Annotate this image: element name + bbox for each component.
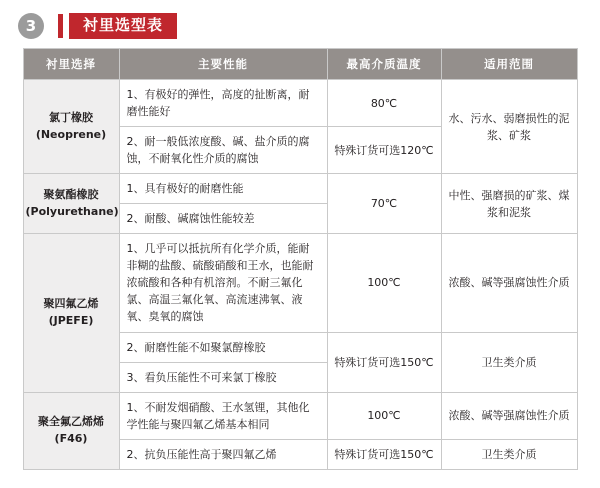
table-row bbox=[23, 392, 577, 439]
scope-cell: 浓酸、碱等强腐蚀性介质 bbox=[441, 392, 577, 439]
page-header bbox=[0, 0, 600, 42]
table-row bbox=[23, 234, 577, 332]
temperature-cell: 80℃ bbox=[327, 80, 441, 127]
performance-cell: 1、几乎可以抵抗所有化学介质，能耐非糊的盐酸、硫酸硝酸和王水，也能耐浓硫酸和各种有机溶剂。不耐三氟化氯、高温三氟化氧、高流速沸氧、液氧、臭氧的腐蚀 bbox=[119, 234, 327, 332]
temperature-cell: 100℃ bbox=[327, 392, 441, 439]
table-row bbox=[23, 80, 577, 127]
scope-cell: 水、污水、弱磨损性的泥浆、矿浆 bbox=[441, 80, 577, 174]
performance-cell: 2、耐一般低浓度酸、碱、盐介质的腐蚀，不耐氧化性介质的腐蚀 bbox=[119, 127, 327, 174]
lining-name-en: (Polyurethane) bbox=[25, 204, 119, 218]
scope-cell: 卫生类介质 bbox=[441, 439, 577, 469]
performance-cell: 2、耐磨性能不如聚氯醇橡胶 bbox=[119, 332, 327, 362]
lining-name-en: (Neoprene) bbox=[35, 127, 107, 141]
title-accent-bar bbox=[58, 14, 63, 38]
lining-name-cell bbox=[23, 392, 119, 469]
lining-name-cn: 聚氨酯橡胶 bbox=[43, 188, 99, 202]
lining-name-cell bbox=[23, 174, 119, 234]
lining-name-en: (F46) bbox=[54, 431, 88, 445]
scope-cell: 中性、强磨损的矿浆、煤浆和泥浆 bbox=[441, 174, 577, 234]
lining-name-cn: 聚四氟乙烯 bbox=[43, 297, 99, 311]
temperature-cell: 特殊订货可选120℃ bbox=[327, 127, 441, 174]
table-row bbox=[23, 174, 577, 204]
lining-name-cn: 氯丁橡胶 bbox=[49, 111, 93, 125]
performance-cell: 2、耐酸、碱腐蚀性能较差 bbox=[119, 204, 327, 234]
lining-name-cell bbox=[23, 234, 119, 392]
column-header-performance: 主要性能 bbox=[119, 49, 327, 80]
page-title bbox=[58, 13, 177, 39]
performance-cell: 1、有极好的弹性，高度的扯断离，耐磨性能好 bbox=[119, 80, 327, 127]
temperature-cell: 特殊订货可选150℃ bbox=[327, 332, 441, 392]
lining-name-cn: 聚全氟乙烯烯 bbox=[38, 415, 104, 429]
lining-selection-table bbox=[23, 48, 578, 470]
performance-cell: 1、具有极好的耐磨性能 bbox=[119, 174, 327, 204]
temperature-cell: 70℃ bbox=[327, 174, 441, 234]
scope-cell: 卫生类介质 bbox=[441, 332, 577, 392]
column-header-scope: 适用范围 bbox=[441, 49, 577, 80]
lining-name-cell bbox=[23, 80, 119, 174]
section-number-badge: 3 bbox=[18, 13, 44, 39]
performance-cell: 3、看负压能性不可来氯丁橡胶 bbox=[119, 362, 327, 392]
temperature-cell: 特殊订货可选150℃ bbox=[327, 439, 441, 469]
column-header-max-temp: 最高介质温度 bbox=[327, 49, 441, 80]
lining-name-en: (JPEFE) bbox=[48, 313, 94, 327]
table-header-row bbox=[23, 49, 577, 80]
performance-cell: 2、抗负压能性高于聚四氟乙烯 bbox=[119, 439, 327, 469]
temperature-cell: 100℃ bbox=[327, 234, 441, 332]
page-title-label: 衬里选型表 bbox=[69, 13, 177, 39]
performance-cell: 1、不耐发烟硝酸、王水氢锂，其他化学性能与聚四氟乙烯基本相同 bbox=[119, 392, 327, 439]
scope-cell: 浓酸、碱等强腐蚀性介质 bbox=[441, 234, 577, 332]
column-header-lining: 衬里选择 bbox=[23, 49, 119, 80]
